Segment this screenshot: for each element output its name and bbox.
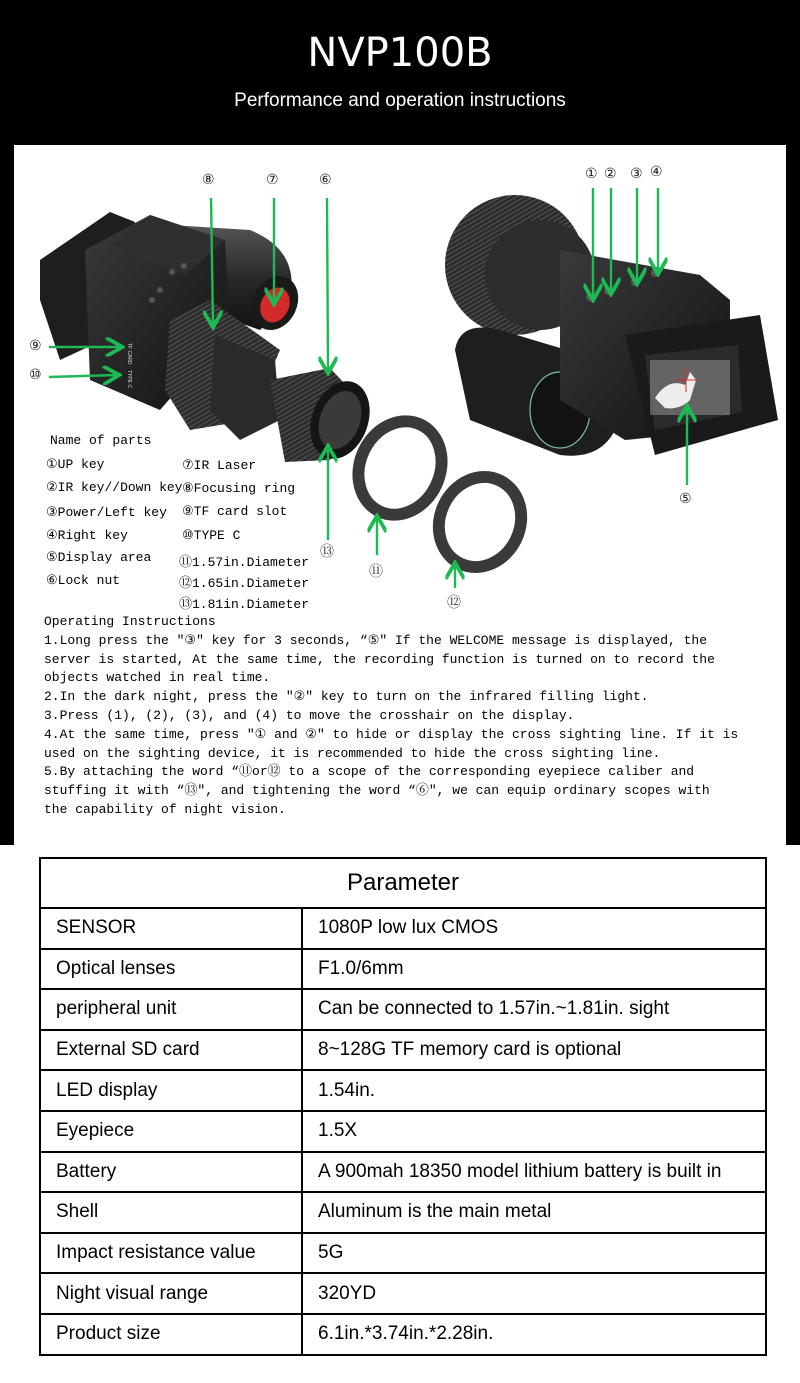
part-item: ⑥Lock nut: [46, 573, 121, 588]
parameter-table: [39, 857, 767, 1356]
callout-1: ①: [585, 166, 598, 182]
parts-heading: Name of parts: [50, 433, 152, 448]
callout-6: ⑥: [319, 172, 332, 188]
param-key: Battery: [40, 1152, 302, 1193]
device-illustration: [0, 0, 800, 620]
table-row: [40, 1152, 766, 1193]
param-key: Optical lenses: [40, 949, 302, 990]
ops-line: 2.In the dark night, press the "②" key to turn on the infrared filling light.: [44, 689, 649, 705]
ops-line: 3.Press (1), (2), (3), and (4) to move the crosshair on the display.: [44, 707, 575, 723]
type-c-label: TYPE C: [126, 370, 132, 389]
ops-line: stuffing it with “⑬", and tightening the word “⑥", we can equip ordinary scopes with: [44, 783, 710, 799]
part-item: ③Power/Left key: [46, 505, 167, 520]
table-row: [40, 989, 766, 1030]
callout-4: ④: [650, 164, 663, 180]
part-item: ⑩TYPE C: [182, 528, 241, 543]
param-key: Impact resistance value: [40, 1233, 302, 1274]
param-value: 1080P low lux CMOS: [302, 908, 766, 949]
callout-7: ⑦: [266, 172, 279, 188]
param-value: F1.0/6mm: [302, 949, 766, 990]
table-row: [40, 1070, 766, 1111]
param-value: 5G: [302, 1233, 766, 1274]
ops-line: 5.By attaching the word “⑪or⑫ to a scope of the corresponding eyepiece caliber and: [44, 764, 695, 780]
ops-line: the capability of night vision.: [44, 801, 286, 817]
param-key: Eyepiece: [40, 1111, 302, 1152]
param-key: SENSOR: [40, 908, 302, 949]
table-row: [40, 1192, 766, 1233]
ops-line: 4.At the same time, press "① and ②" to hide or display the cross sighting line. If it is: [44, 726, 739, 742]
table-row: [40, 1111, 766, 1152]
part-item: ④Right key: [46, 528, 128, 543]
param-value: A 900mah 18350 model lithium battery is built in: [302, 1152, 766, 1193]
part-item: ⑦IR Laser: [182, 458, 257, 473]
param-value: 320YD: [302, 1273, 766, 1314]
page-title: NVP100B: [307, 30, 493, 76]
param-value: 1.5X: [302, 1111, 766, 1152]
callout-9: ⑨: [29, 338, 42, 354]
ops-line: 1.Long press the "③" key for 3 seconds, “⑤" If the WELCOME message is displayed, the: [44, 632, 708, 648]
table-row: [40, 1030, 766, 1071]
ops-line: server is started, At the same time, the recording function is turned on to record the: [44, 651, 715, 667]
param-key: Night visual range: [40, 1273, 302, 1314]
operating-instructions: [44, 613, 764, 820]
param-key: peripheral unit: [40, 989, 302, 1030]
callout-3: ③: [630, 166, 643, 182]
param-value: Can be connected to 1.57in.~1.81in. sight: [302, 989, 766, 1030]
part-item: ②IR key//Down key: [46, 480, 183, 495]
callout-5: ⑤: [679, 491, 692, 507]
callout-12: ⑫: [447, 595, 461, 611]
part-item: ⑬1.81in.Diameter: [179, 597, 310, 612]
param-value: 6.1in.*3.74in.*2.28in.: [302, 1314, 766, 1355]
parameter-table-title: Parameter: [40, 858, 766, 908]
callout-8: ⑧: [202, 172, 215, 188]
param-key: LED display: [40, 1070, 302, 1111]
part-item: ⑤Display area: [46, 550, 152, 565]
callout-10: ⑩: [29, 367, 42, 383]
table-row: [40, 1314, 766, 1355]
part-item: ⑪1.57in.Diameter: [179, 555, 310, 570]
table-row: [40, 1273, 766, 1314]
param-value: Aluminum is the main metal: [302, 1192, 766, 1233]
part-item: ⑨TF card slot: [182, 504, 288, 519]
param-value: 8~128G TF memory card is optional: [302, 1030, 766, 1071]
callout-2: ②: [604, 166, 617, 182]
page-subtitle: Performance and operation instructions: [234, 90, 566, 111]
tf-card-label: TF CARD: [126, 343, 132, 365]
callout-11: ⑪: [369, 564, 383, 580]
param-key: External SD card: [40, 1030, 302, 1071]
ops-line: used on the sighting device, it is recommended to hide the cross sighting line.: [44, 745, 661, 761]
param-key: Shell: [40, 1192, 302, 1233]
table-row: [40, 908, 766, 949]
table-row: [40, 949, 766, 990]
param-key: Product size: [40, 1314, 302, 1355]
callout-13: ⑬: [320, 544, 334, 560]
part-item: ⑧Focusing ring: [182, 481, 296, 496]
ops-heading: Operating Instructions: [44, 614, 216, 629]
ops-line: objects watched in real time.: [44, 670, 271, 686]
part-item: ⑫1.65in.Diameter: [179, 576, 310, 591]
table-row: [40, 1233, 766, 1274]
part-item: ①UP key: [46, 457, 105, 472]
param-value: 1.54in.: [302, 1070, 766, 1111]
